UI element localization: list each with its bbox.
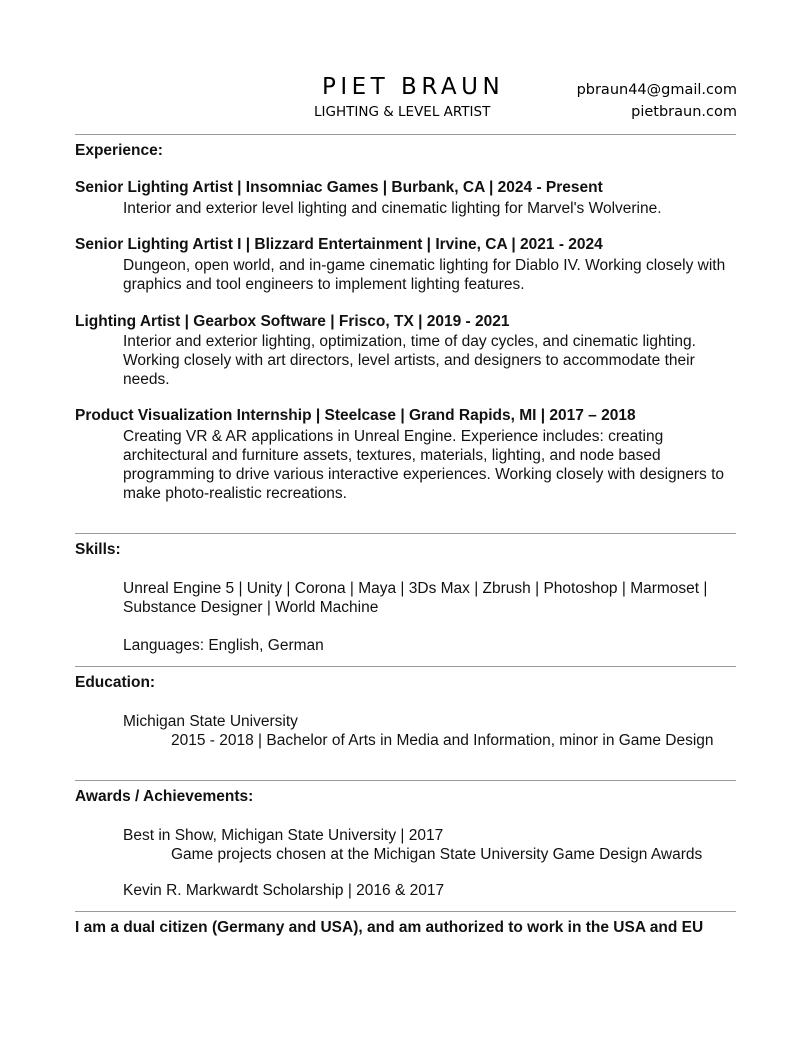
- email-link[interactable]: pbraun44@gmail.com: [576, 82, 737, 98]
- divider: [75, 911, 736, 912]
- job-description: Interior and exterior lighting, optimization, time of day cycles, and cinematic lighting. Working closely with art directors, level artists, and designers to accommodate their needs.: [123, 333, 696, 388]
- award-detail: Game projects chosen at the Michigan State University Game Design Awards: [171, 846, 703, 863]
- education-school: Michigan State University: [123, 713, 298, 730]
- skills-languages: Languages: English, German: [123, 637, 324, 654]
- divider: [75, 666, 736, 667]
- website-link[interactable]: pietbraun.com: [631, 104, 737, 120]
- job-title: Product Visualization Internship | Steelcase | Grand Rapids, MI | 2017 – 2018: [75, 407, 636, 424]
- name-title: PIET BRAUN: [322, 74, 505, 100]
- award-title: Best in Show, Michigan State University | 2017: [123, 827, 444, 844]
- education-heading: Education:: [75, 674, 156, 691]
- divider: [75, 533, 736, 534]
- job-description: Dungeon, open world, and in-game cinematic lighting for Diablo IV. Working closely with graphics and tool engineers to implement lighting features.: [123, 257, 726, 293]
- job-title: Senior Lighting Artist | Insomniac Games | Burbank, CA | 2024 - Present: [75, 179, 603, 196]
- job-subtitle: LIGHTING & LEVEL ARTIST: [314, 104, 491, 120]
- skills-software: Unreal Engine 5 | Unity | Corona | Maya | 3Ds Max | Zbrush | Photoshop | Marmoset | Substance Designer | World Machine: [123, 580, 708, 616]
- job-description: Creating VR & AR applications in Unreal Engine. Experience includes: creating architectural and furniture assets, textures, materials, lighting, and node based programming to drive various interactive experiences. Working closely with designers to make photo-realistic recreations.: [123, 428, 725, 502]
- job-description: Interior and exterior level lighting and cinematic lighting for Marvel's Wolverine.: [123, 200, 662, 217]
- education-degree: 2015 - 2018 | Bachelor of Arts in Media and Information, minor in Game Design: [171, 732, 714, 749]
- divider: [75, 780, 736, 781]
- award-title: Kevin R. Markwardt Scholarship | 2016 & 2017: [123, 882, 445, 899]
- divider: [75, 134, 736, 135]
- skills-heading: Skills:: [75, 541, 121, 558]
- citizenship-statement: I am a dual citizen (Germany and USA), and am authorized to work in the USA and EU: [75, 919, 704, 936]
- job-title: Senior Lighting Artist I | Blizzard Entertainment | Irvine, CA | 2021 - 2024: [75, 236, 603, 253]
- job-title: Lighting Artist | Gearbox Software | Frisco, TX | 2019 - 2021: [75, 313, 510, 330]
- awards-heading: Awards / Achievements:: [75, 788, 254, 805]
- experience-heading: Experience:: [75, 142, 163, 159]
